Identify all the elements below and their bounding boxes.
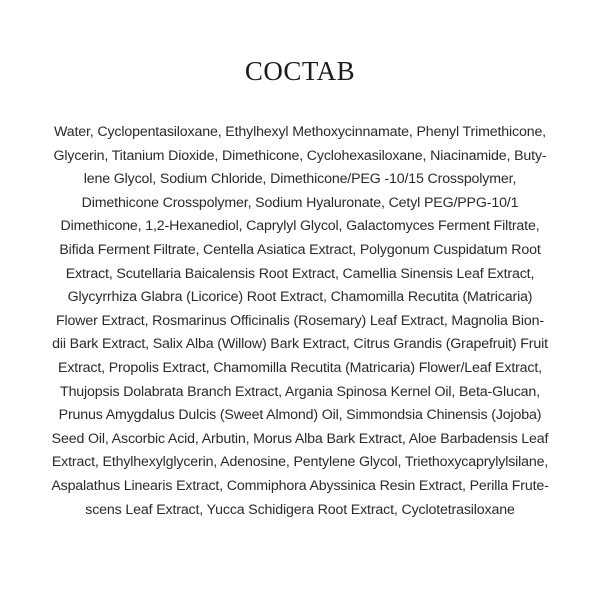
ingredients-line: Aspalathus Linearis Extract, Commiphora Abyssinica Resin Extract, Perilla Frute-	[51, 477, 549, 494]
ingredients-line: Flower Extract, Rosmarinus Officinalis (Rosemary) Leaf Extract, Magnolia Bion-	[56, 312, 544, 329]
product-title: COCTAB	[244, 56, 356, 86]
ingredients-line: Extract, Ethylhexylglycerin, Adenosine, Pentylene Glycol, Triethoxycaprylylsilane,	[51, 454, 549, 471]
ingredients-line: Glycerin, Titanium Dioxide, Dimethicone, Cyclohexasiloxane, Niacinamide, Buty-	[53, 147, 547, 164]
ingredients-line: dii Bark Extract, Salix Alba (Willow) Bark Extract, Citrus Grandis (Grapefruit) Fruit	[52, 336, 548, 353]
ingredients-line: Glycyrrhiza Glabra (Licorice) Root Extract, Chamomilla Recutita (Matricaria)	[67, 289, 533, 306]
ingredients-line: lene Glycol, Sodium Chloride, Dimethicone/PEG -10/15 Crosspolymer,	[83, 171, 517, 188]
ingredients-line: Thujopsis Dolabrata Branch Extract, Argania Spinosa Kernel Oil, Beta-Glucan,	[60, 383, 540, 400]
ingredients-list	[0, 121, 600, 522]
ingredients-line: Extract, Propolis Extract, Chamomilla Recutita (Matricaria) Flower/Leaf Extract,	[58, 359, 542, 376]
ingredients-line: Bifida Ferment Filtrate, Centella Asiatica Extract, Polygonum Cuspidatum Root	[59, 241, 541, 258]
ingredients-line: Water, Cyclopentasiloxane, Ethylhexyl Methoxycinnamate, Phenyl Trimethicone,	[54, 124, 546, 140]
ingredients-line: Prunus Amygdalus Dulcis (Sweet Almond) Oil, Simmondsia Chinensis (Jojoba)	[58, 407, 542, 424]
ingredients-line: scens Leaf Extract, Yucca Schidigera Root Extract, Cyclotetrasiloxane	[85, 501, 515, 518]
ingredients-line: Dimethicone Crosspolymer, Sodium Hyaluronate, Cetyl PEG/PPG-10/1	[81, 194, 519, 211]
ingredients-line: Extract, Scutellaria Baicalensis Root Extract, Camellia Sinensis Leaf Extract,	[65, 265, 535, 282]
ingredients-line: Seed Oil, Ascorbic Acid, Arbutin, Morus Alba Bark Extract, Aloe Barbadensis Leaf	[51, 430, 549, 447]
ingredients-line: Dimethicone, 1,2-Hexanediol, Caprylyl Glycol, Galactomyces Ferment Filtrate,	[60, 218, 540, 235]
